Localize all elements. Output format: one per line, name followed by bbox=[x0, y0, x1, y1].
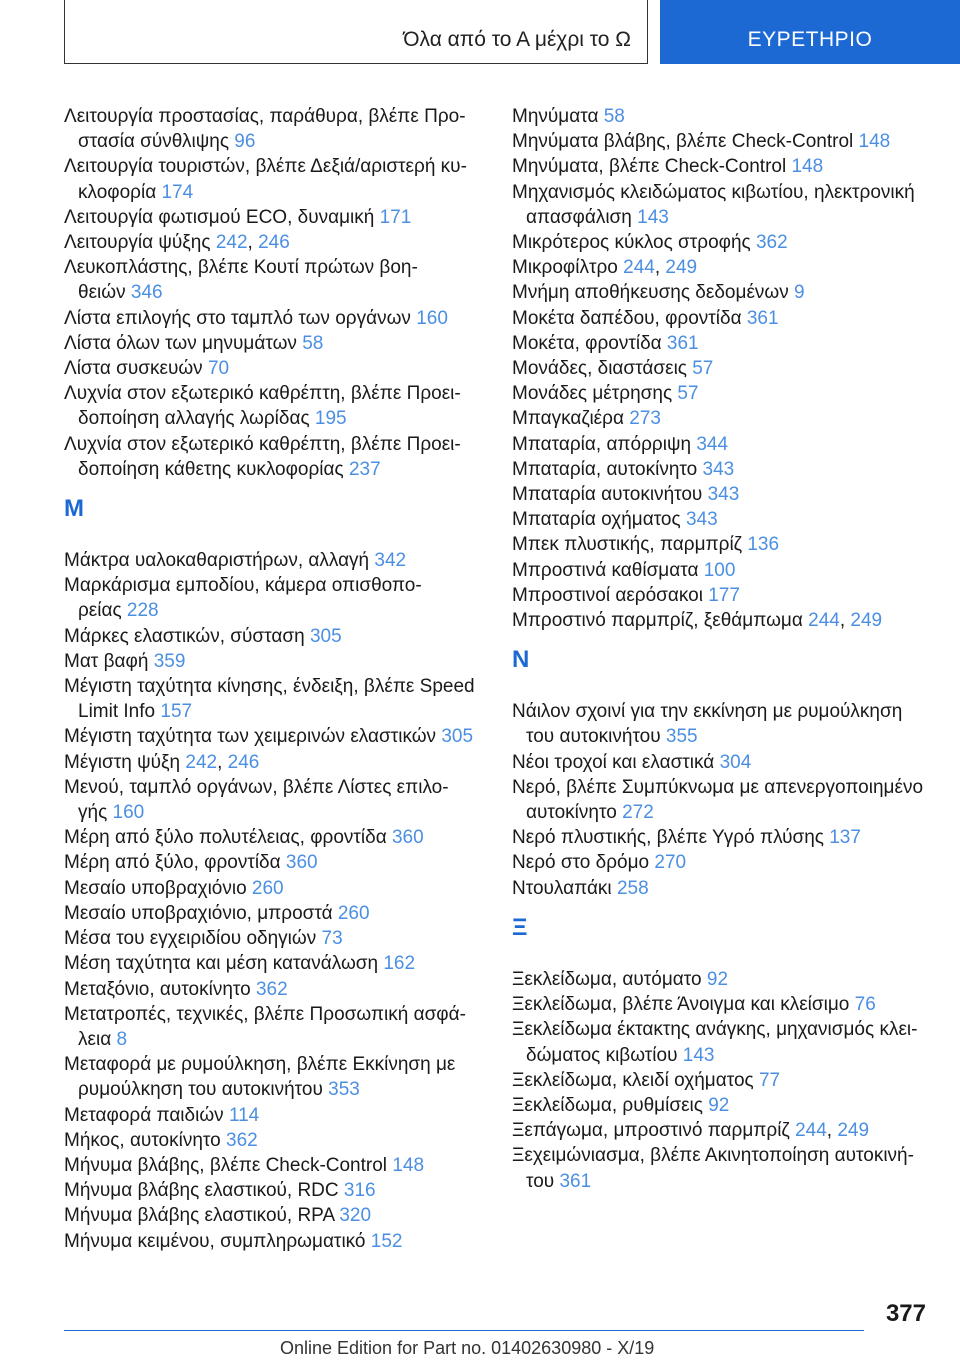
page-link[interactable]: 362 bbox=[226, 1129, 258, 1151]
index-entry bbox=[512, 1093, 932, 1118]
index-entry bbox=[64, 951, 482, 976]
entry-text: κλοφορία bbox=[78, 181, 162, 203]
index-entry: Ξεπάγωμα, μπροστινό παρμπρίζ 244, 249 bbox=[512, 1120, 870, 1142]
index-entry bbox=[512, 129, 932, 154]
index-entry bbox=[64, 104, 482, 154]
entry-text: Ξεχειμώνιασμα, βλέπε Ακινητοποίηση αυτοκινή- bbox=[512, 1145, 914, 1167]
index-entry bbox=[64, 1002, 482, 1052]
index-entry bbox=[64, 649, 482, 674]
page-link[interactable]: 114 bbox=[228, 1104, 260, 1126]
index-entry bbox=[512, 1068, 932, 1093]
index-entry bbox=[64, 850, 482, 875]
index-entry bbox=[64, 876, 482, 901]
entry-text: Μηνύματα βλάβης, βλέπε Check-Control bbox=[512, 131, 859, 153]
entry-text: Λειτουργία τουριστών, βλέπε Δεξιά/αριστερή κυ- bbox=[64, 156, 467, 178]
entry-text: ρείας bbox=[78, 600, 127, 622]
page-link[interactable]: 305 bbox=[309, 625, 342, 647]
index-entry bbox=[512, 381, 932, 406]
index-entry: Λειτουργία ψύξης 242, 246 bbox=[64, 232, 290, 254]
entry-text: Μαρκάρισμα εμποδίου, κάμερα οπισθοπο- bbox=[64, 575, 422, 597]
entry-text: Limit Info bbox=[78, 701, 161, 723]
page-link[interactable]: 362 bbox=[255, 978, 288, 1000]
entry-text: Λυχνία στον εξωτερικό καθρέπτη, βλέπε Προει- bbox=[64, 383, 461, 405]
index-entry bbox=[64, 381, 482, 431]
index-entry bbox=[64, 624, 482, 649]
index-entry bbox=[64, 331, 482, 356]
page-link[interactable]: 73 bbox=[321, 928, 343, 950]
entry-text: Μονάδες, διαστάσεις bbox=[512, 358, 693, 380]
page-link[interactable]: 249 bbox=[850, 610, 883, 632]
index-entry: Μικροφίλτρο 244, 249 bbox=[512, 257, 698, 279]
entry-text: Μήνυμα βλάβης, βλέπε Check-Control bbox=[64, 1154, 393, 1176]
entry-text: Μετατροπές, τεχνικές, βλέπε Προσωπική ασφά- bbox=[64, 1003, 466, 1025]
entry-text: Μπαταρία οχήματος bbox=[512, 509, 686, 531]
page-link[interactable]: 177 bbox=[708, 584, 740, 606]
entry-text: Μεσαίο υποβραχιόνιο bbox=[64, 877, 252, 899]
page-link[interactable]: 57 bbox=[692, 358, 714, 380]
page-link[interactable]: 355 bbox=[665, 726, 698, 748]
entry-text: Μπαταρία, αυτοκίνητο bbox=[512, 458, 703, 480]
tab-index-label: ΕΥΡΕΤΗΡΙΟ bbox=[747, 28, 873, 51]
page-link[interactable]: 272 bbox=[622, 802, 654, 824]
index-entry bbox=[64, 825, 482, 850]
entry-text: Μέγιστη ταχύτητα κίνησης, ένδειξη, βλέπε Speed bbox=[64, 676, 475, 698]
index-entry bbox=[512, 306, 932, 331]
page-link[interactable]: 171 bbox=[379, 206, 412, 228]
entry-text: δοποίηση αλλαγής λωρίδας bbox=[78, 408, 315, 430]
page-link[interactable]: 304 bbox=[719, 751, 752, 773]
entry-text: λεια bbox=[78, 1028, 117, 1050]
tab-all-label: Όλα από το Α μέχρι το Ω bbox=[403, 28, 631, 51]
entry-text: Μεσαίο υποβραχιόνιο, μπροστά bbox=[64, 902, 338, 924]
entry-text: δοποίηση κάθετης κυκλοφορίας bbox=[78, 458, 349, 480]
page-link[interactable]: 249 bbox=[837, 1120, 870, 1142]
page-link[interactable]: 237 bbox=[348, 458, 381, 480]
page-link[interactable]: 143 bbox=[637, 206, 669, 228]
index-entry bbox=[64, 775, 482, 825]
page-link[interactable]: 76 bbox=[854, 994, 876, 1016]
section-letter: Ξ bbox=[512, 913, 528, 941]
page-link[interactable]: 143 bbox=[682, 1044, 715, 1066]
index-entry: Μπροστινό παρμπρίζ, ξεθάμπωμα 244, 249 bbox=[512, 610, 883, 632]
entry-text: Λειτουργία ψύξης bbox=[64, 232, 216, 254]
entry-text: Λειτουργία φωτισμού ECO, δυναμική bbox=[64, 206, 380, 228]
entry-text: Ξεκλείδωμα έκτακτης ανάγκης, μηχανισμός κλει- bbox=[512, 1019, 918, 1041]
page-link[interactable]: 342 bbox=[374, 550, 407, 572]
entry-text: Μνήμη αποθήκευσης δεδομένων bbox=[512, 282, 795, 304]
index-entry bbox=[512, 154, 932, 179]
entry-text: απασφάλιση bbox=[526, 206, 638, 228]
section-letter: M bbox=[64, 495, 84, 523]
page-link[interactable]: 249 bbox=[665, 257, 698, 279]
index-entry bbox=[64, 432, 482, 482]
entry-text: Ξεκλείδωμα, βλέπε Άνοιγμα και κλείσιμο bbox=[512, 994, 855, 1016]
entry-text: Μάκτρα υαλοκαθαριστήρων, αλλαγή bbox=[64, 550, 375, 572]
entry-text: Λίστα συσκευών bbox=[64, 358, 208, 380]
index-entry bbox=[64, 926, 482, 951]
page-link[interactable]: 174 bbox=[161, 181, 194, 203]
entry-text: Λειτουργία προστασίας, παράθυρα, βλέπε Προ- bbox=[64, 106, 466, 127]
entry-text: Μέρη από ξύλο, φροντίδα bbox=[64, 852, 286, 874]
page-link[interactable]: 273 bbox=[629, 408, 661, 430]
page-link[interactable]: 361 bbox=[746, 307, 779, 329]
entry-text: Μονάδες μέτρησης bbox=[512, 383, 678, 405]
entry-text: Ματ βαφή bbox=[64, 650, 154, 672]
entry-text: Ξεκλείδωμα, αυτόματο bbox=[512, 968, 707, 990]
index-entry bbox=[64, 724, 482, 749]
index-entry bbox=[512, 331, 932, 356]
entry-text: Μπεκ πλυστικής, παρμπρίζ bbox=[512, 534, 748, 556]
page-link[interactable]: 242 bbox=[185, 751, 218, 773]
page-link[interactable]: 343 bbox=[685, 509, 718, 531]
page-link[interactable]: 92 bbox=[706, 968, 729, 990]
index-entry: Μέγιστη ψύξη 242, 246 bbox=[64, 751, 260, 773]
page-link[interactable]: 77 bbox=[758, 1069, 781, 1091]
entry-text: Μεταξόνιο, αυτοκίνητο bbox=[64, 978, 256, 1000]
page-link[interactable]: 316 bbox=[343, 1180, 376, 1202]
entry-text: Μέγιστη ψύξη bbox=[64, 751, 186, 773]
index-entry bbox=[512, 180, 932, 230]
entry-text: Μεταφορά με ρυμούλκηση, βλέπε Εκκίνηση με bbox=[64, 1054, 456, 1076]
entry-text: θειών bbox=[78, 282, 131, 304]
page-link[interactable]: 157 bbox=[160, 701, 193, 723]
entry-text: Ξεκλείδωμα, ρυθμίσεις bbox=[512, 1094, 709, 1116]
index-entry bbox=[64, 674, 482, 724]
entry-text: Νερό στο δρόμο bbox=[512, 852, 655, 874]
entry-text: Νάιλον σχοινί για την εκκίνηση με ρυμούλκηση bbox=[512, 701, 903, 723]
entry-text: Μήνυμα κειμένου, συμπληρωματικό bbox=[64, 1230, 371, 1252]
index-entry bbox=[512, 876, 932, 901]
entry-text: Μπροστινό παρμπρίζ, ξεθάμπωμα bbox=[512, 610, 809, 632]
page-link[interactable]: 344 bbox=[696, 433, 729, 455]
entry-text: Νερό, βλέπε Συμπύκνωμα με απενεργοποιημένο bbox=[512, 776, 924, 798]
entry-text: Μήνυμα βλάβης ελαστικού, RPA bbox=[64, 1205, 340, 1227]
index-entry bbox=[64, 154, 482, 204]
index-entry bbox=[64, 1052, 482, 1102]
index-entry bbox=[512, 482, 932, 507]
page-link[interactable]: 136 bbox=[747, 534, 780, 556]
page-link[interactable]: 160 bbox=[112, 802, 145, 824]
entry-text: ρυμούλκηση του αυτοκινήτου bbox=[78, 1079, 329, 1101]
index-entry bbox=[64, 356, 482, 381]
page-link[interactable]: 58 bbox=[603, 106, 625, 127]
page-link[interactable]: 92 bbox=[708, 1094, 730, 1116]
tab-index[interactable] bbox=[660, 0, 960, 64]
page-link[interactable]: 244 bbox=[623, 257, 655, 279]
page-number: 377 bbox=[885, 1300, 926, 1327]
index-entry bbox=[512, 507, 932, 532]
index-column-left bbox=[64, 104, 482, 1254]
index-entry bbox=[512, 775, 932, 825]
entry-text: Μηχανισμός κλειδώματος κιβωτίου, ηλεκτρονική bbox=[512, 181, 915, 203]
entry-text: Μοκέτα δαπέδου, φροντίδα bbox=[512, 307, 747, 329]
entry-text: Μέρη από ξύλο πολυτέλειας, φροντίδα bbox=[64, 827, 392, 849]
page-link[interactable]: 343 bbox=[702, 458, 735, 480]
index-entry bbox=[512, 230, 932, 255]
page-link[interactable]: 148 bbox=[392, 1154, 425, 1176]
index-entry bbox=[512, 406, 932, 431]
entry-text: του αυτοκινήτου bbox=[526, 726, 666, 748]
index-entry bbox=[64, 1128, 482, 1153]
page-link[interactable]: 353 bbox=[328, 1079, 360, 1101]
entry-text: Μέσα του εγχειριδίου οδηγιών bbox=[64, 928, 322, 950]
page-link[interactable]: 160 bbox=[416, 307, 448, 329]
index-entry bbox=[512, 356, 932, 381]
page-link[interactable]: 246 bbox=[227, 751, 260, 773]
page-link[interactable]: 148 bbox=[791, 156, 824, 178]
page-link[interactable]: 361 bbox=[666, 332, 699, 354]
entry-text: Μπροστινοί αερόσακοι bbox=[512, 584, 709, 606]
index-entry bbox=[64, 255, 482, 305]
page-link[interactable]: 148 bbox=[858, 131, 891, 153]
entry-text: Λυχνία στον εξωτερικό καθρέπτη, βλέπε Προει- bbox=[64, 433, 461, 455]
entry-text: Νερό πλυστικής, βλέπε Υγρό πλύσης bbox=[512, 827, 830, 849]
entry-text: Ντουλαπάκι bbox=[512, 877, 617, 899]
entry-text: Μοκέτα, φροντίδα bbox=[512, 332, 667, 354]
page-link[interactable]: 270 bbox=[654, 852, 687, 874]
page-link[interactable]: 305 bbox=[441, 726, 474, 748]
entry-text: Λευκοπλάστης, βλέπε Κουτί πρώτων βοη- bbox=[64, 257, 418, 279]
index-entry bbox=[64, 1103, 482, 1128]
index-entry bbox=[512, 992, 932, 1017]
page-link[interactable]: 343 bbox=[707, 484, 740, 506]
page-link[interactable]: 242 bbox=[215, 232, 248, 254]
page-link[interactable]: 260 bbox=[251, 877, 284, 899]
index-entry bbox=[512, 280, 932, 305]
index-entry bbox=[512, 532, 932, 557]
index-entry bbox=[512, 583, 932, 608]
entry-text: Λίστα όλων των μηνυμάτων bbox=[64, 332, 303, 354]
section-letter: N bbox=[512, 646, 530, 674]
index-entry bbox=[64, 1229, 482, 1254]
page-link[interactable]: 346 bbox=[130, 282, 163, 304]
entry-text: Ξεκλείδωμα, κλειδί οχήματος bbox=[512, 1069, 759, 1091]
page-link[interactable]: 260 bbox=[337, 902, 370, 924]
index-entry bbox=[64, 306, 482, 331]
index-entry bbox=[64, 548, 482, 573]
index-entry bbox=[512, 699, 932, 749]
page-link[interactable]: 244 bbox=[808, 610, 840, 632]
index-column-right bbox=[512, 104, 932, 1194]
page-link[interactable]: 362 bbox=[755, 232, 788, 254]
page-link[interactable]: 320 bbox=[339, 1205, 372, 1227]
footer-divider bbox=[64, 1330, 864, 1331]
page-link[interactable]: 96 bbox=[234, 131, 256, 153]
entry-text: Μενού, ταμπλό οργάνων, βλέπε Λίστες επιλο- bbox=[64, 776, 449, 798]
page-link[interactable]: 9 bbox=[794, 282, 805, 304]
tab-all-a-to-z[interactable] bbox=[64, 0, 648, 64]
entry-text: Μπροστινά καθίσματα bbox=[512, 559, 704, 581]
entry-text: Μπαταρία αυτοκινήτου bbox=[512, 484, 708, 506]
index-entry bbox=[64, 977, 482, 1002]
index-entry bbox=[512, 750, 932, 775]
index-entry bbox=[512, 104, 932, 129]
index-entry bbox=[64, 901, 482, 926]
entry-text: Μέγιστη ταχύτητα των χειμερινών ελαστικών bbox=[64, 726, 442, 748]
entry-text: Μπαταρία, απόρριψη bbox=[512, 433, 697, 455]
index-entry bbox=[64, 1153, 482, 1178]
entry-text: γής bbox=[78, 802, 113, 824]
page-link[interactable]: 58 bbox=[302, 332, 324, 354]
entry-text: Μηνύματα bbox=[512, 106, 604, 127]
entry-text: του bbox=[526, 1170, 560, 1192]
index-entry bbox=[64, 1203, 482, 1228]
index-entry bbox=[512, 825, 932, 850]
page-link[interactable]: 258 bbox=[616, 877, 649, 899]
index-entry bbox=[512, 850, 932, 875]
entry-text: στασία σύνθλιψης bbox=[78, 131, 235, 153]
index-entry bbox=[512, 558, 932, 583]
entry-text: Μάρκες ελαστικών, σύσταση bbox=[64, 625, 310, 647]
index-entry bbox=[512, 1017, 932, 1067]
page-link[interactable]: 361 bbox=[559, 1170, 592, 1192]
page-link[interactable]: 228 bbox=[126, 600, 159, 622]
entry-text: Μεταφορά παιδιών bbox=[64, 1104, 229, 1126]
entry-text: Μήκος, αυτοκίνητο bbox=[64, 1129, 226, 1151]
entry-text: Μικροφίλτρο bbox=[512, 257, 624, 279]
entry-text: Νέοι τροχοί και ελαστικά bbox=[512, 751, 720, 773]
index-entry bbox=[64, 573, 482, 623]
page-link[interactable]: 152 bbox=[370, 1230, 403, 1252]
index-entry bbox=[64, 205, 482, 230]
entry-text: Μέση ταχύτητα και μέση κατανάλωση bbox=[64, 953, 384, 975]
entry-text: Μηνύματα, βλέπε Check-Control bbox=[512, 156, 792, 178]
entry-text: Λίστα επιλογής στο ταμπλό των οργάνων bbox=[64, 307, 417, 329]
page-header bbox=[64, 0, 960, 66]
page-link[interactable]: 246 bbox=[258, 232, 290, 254]
entry-text: αυτοκίνητο bbox=[526, 802, 623, 824]
page-link[interactable]: 8 bbox=[116, 1028, 128, 1050]
page-link[interactable]: 137 bbox=[829, 827, 861, 849]
page-link[interactable]: 57 bbox=[677, 383, 699, 405]
entry-text: δώματος κιβωτίου bbox=[526, 1044, 683, 1066]
entry-text: Μήνυμα βλάβης ελαστικού, RDC bbox=[64, 1180, 344, 1202]
entry-text: Μικρότερος κύκλος στροφής bbox=[512, 232, 756, 254]
page-link[interactable]: 100 bbox=[703, 559, 736, 581]
page-link[interactable]: 360 bbox=[285, 852, 318, 874]
page-link[interactable]: 162 bbox=[383, 953, 416, 975]
index-entry bbox=[512, 457, 932, 482]
edition-note: Online Edition for Part no. 01402630980 - X/19 bbox=[280, 1338, 655, 1358]
entry-text: Μπαγκαζιέρα bbox=[512, 408, 630, 430]
index-entry bbox=[512, 967, 932, 992]
index-entry bbox=[64, 1178, 482, 1203]
index-entry bbox=[512, 1143, 932, 1193]
page-link[interactable]: 360 bbox=[391, 827, 424, 849]
page-link[interactable]: 359 bbox=[153, 650, 186, 672]
page-link[interactable]: 70 bbox=[207, 358, 230, 380]
index-entry bbox=[512, 432, 932, 457]
entry-text: Ξεπάγωμα, μπροστινό παρμπρίζ bbox=[512, 1120, 796, 1142]
page-link[interactable]: 244 bbox=[795, 1120, 827, 1142]
page-link[interactable]: 195 bbox=[314, 408, 347, 430]
